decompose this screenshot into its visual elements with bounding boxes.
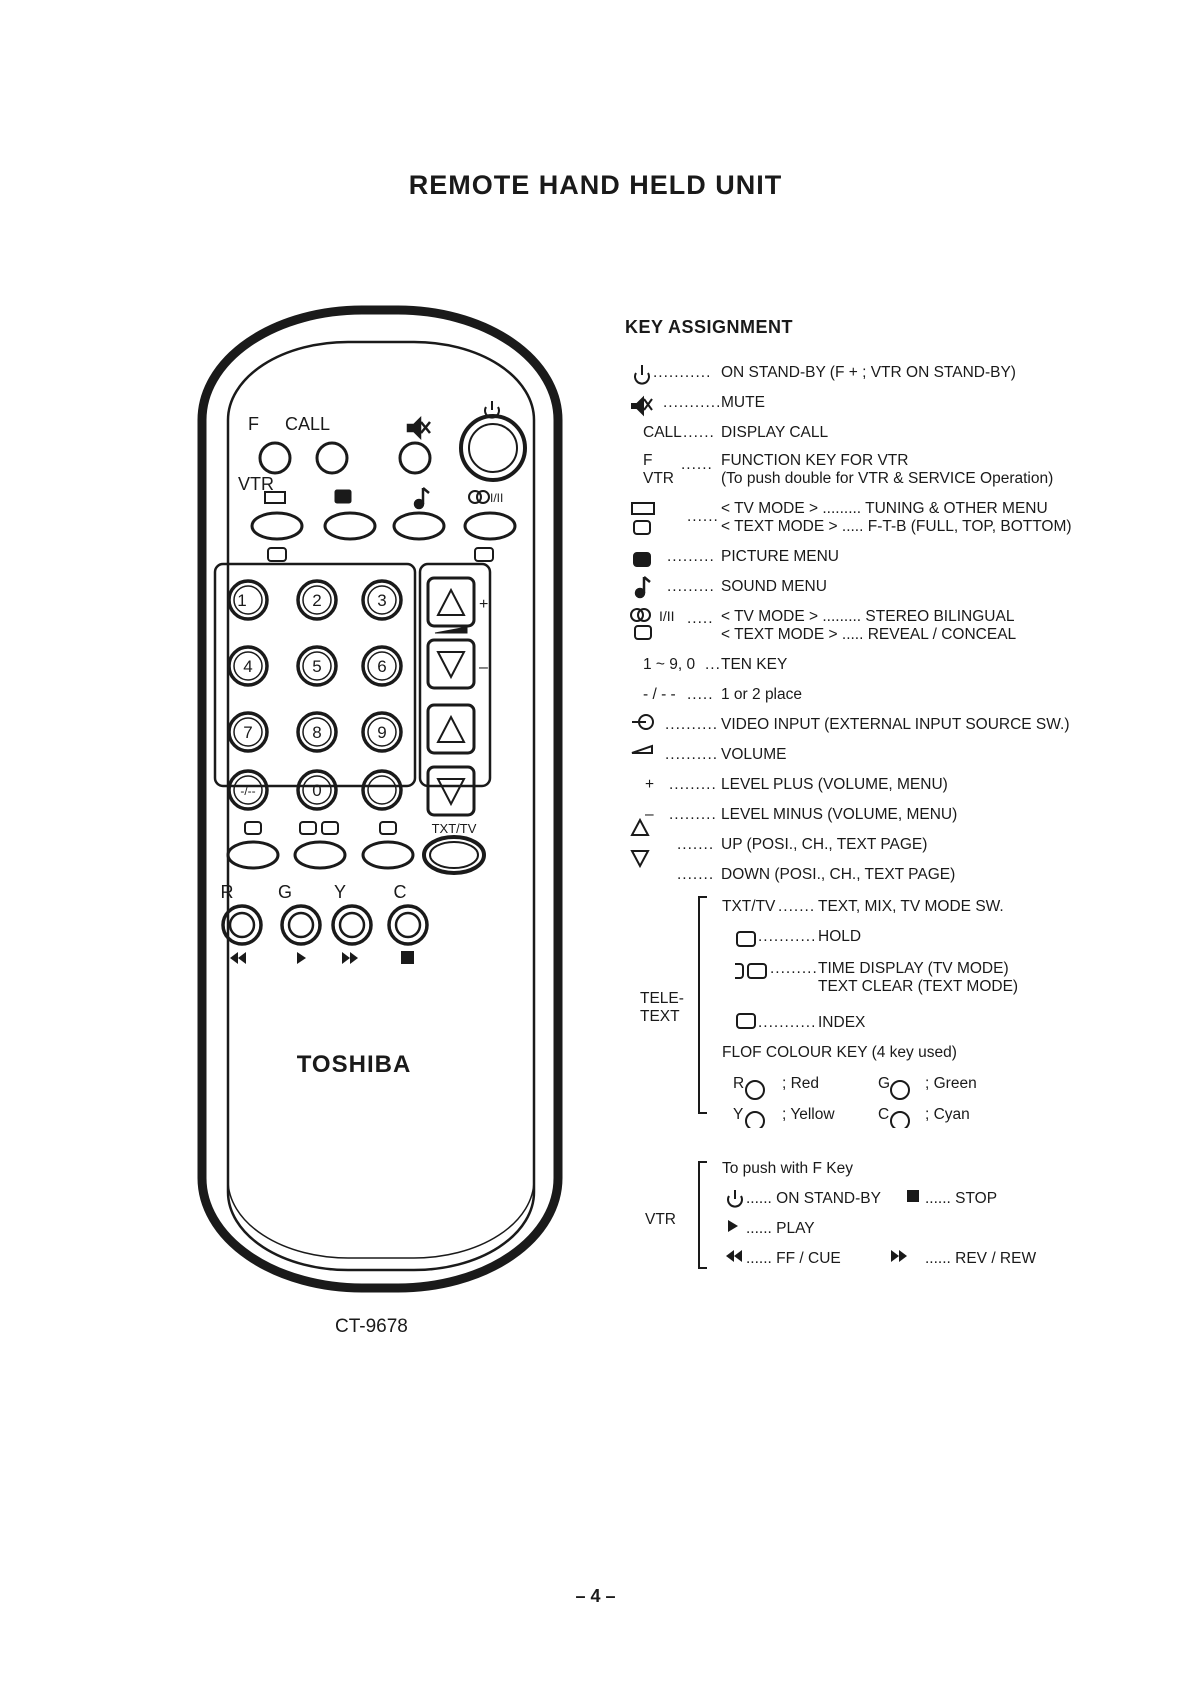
video-input-icon xyxy=(632,715,653,729)
key-sym-place: - / - - xyxy=(643,686,676,703)
down-icon xyxy=(632,851,648,866)
index-button xyxy=(228,842,278,868)
colour-key-circles xyxy=(745,1078,915,1128)
colour-name-red: ; Red xyxy=(782,1075,820,1092)
vtr-desc-standby: ...... ON STAND-BY xyxy=(746,1190,881,1207)
row-dots: .......... xyxy=(665,716,719,733)
reveal-icon xyxy=(635,626,651,639)
channel-down-button xyxy=(428,767,474,815)
vtr-button xyxy=(252,513,302,539)
mute-button xyxy=(400,443,430,473)
row-dots: ....... xyxy=(778,898,816,915)
channel-up-button xyxy=(428,705,474,753)
key-sym-minus: – xyxy=(645,806,654,823)
play-icon xyxy=(297,952,306,964)
clear-icon xyxy=(748,964,766,978)
row-dots: ........... xyxy=(653,364,712,381)
key-sym-call: CALL xyxy=(643,424,682,441)
key-desc-function: FUNCTION KEY FOR VTR xyxy=(721,452,909,469)
colour-name-cyan: ; Cyan xyxy=(925,1106,970,1123)
remote-txt-tv-label: TXT/TV xyxy=(431,821,477,836)
row-dots: ... xyxy=(705,656,721,673)
stereo-button xyxy=(465,513,515,539)
fast-forward-icon xyxy=(342,952,350,964)
model-number: CT-9678 xyxy=(335,1316,408,1337)
key-sym-f: F xyxy=(643,452,653,469)
teletext-label-1: TELE- xyxy=(640,990,684,1007)
row-dots: ........... xyxy=(758,928,817,945)
vtr-bracket xyxy=(695,1160,715,1270)
teletext-bracket xyxy=(695,895,715,1115)
teletext-label-2: TEXT xyxy=(640,1008,680,1025)
remote-label-f: F xyxy=(248,414,259,434)
picture-icon xyxy=(335,490,351,503)
key-sym-vtr: VTR xyxy=(643,470,674,487)
time-clear-button xyxy=(295,842,345,868)
stereo-icon xyxy=(469,491,489,503)
teletext-desc-time: TIME DISPLAY (TV MODE) xyxy=(818,960,1009,977)
row-dots: ....... xyxy=(677,836,715,853)
time-icon xyxy=(735,964,743,978)
yellow-key-icon xyxy=(746,1112,764,1128)
teletext-desc-clear: TEXT CLEAR (TEXT MODE) xyxy=(818,978,1019,995)
digit-1-label: 1 xyxy=(237,591,247,610)
key-desc-ten-key: TEN KEY xyxy=(721,656,788,673)
picture-button xyxy=(325,513,375,539)
page-title: REMOTE HAND HELD UNIT xyxy=(408,170,783,200)
clear-icon xyxy=(322,822,338,834)
key-desc-sound: SOUND MENU xyxy=(721,578,827,595)
digit-2-label: 2 xyxy=(312,591,322,610)
rewind-icon xyxy=(230,952,238,964)
row-dots: ......... xyxy=(667,578,715,595)
key-desc-level-plus: LEVEL PLUS (VOLUME, MENU) xyxy=(721,776,948,793)
vtr-intro: To push with F Key xyxy=(722,1160,853,1177)
hold-button xyxy=(363,842,413,868)
index-icon xyxy=(245,822,261,834)
page-number: – 4 – xyxy=(575,1586,616,1606)
sound-button xyxy=(394,513,444,539)
remote-label-ii: I/II xyxy=(490,491,504,505)
play-icon xyxy=(728,1220,738,1232)
key-desc-stereo: < TV MODE > ......... STEREO BILINGUAL xyxy=(721,608,1015,625)
colour-key-g: G xyxy=(878,1075,891,1092)
row-dots: .......... xyxy=(665,746,719,763)
f-button xyxy=(260,443,290,473)
cyan-button xyxy=(389,906,427,944)
row-dots: ...... xyxy=(683,424,715,441)
teletext-desc-index: INDEX xyxy=(818,1014,866,1031)
remote-outer-body xyxy=(202,310,558,1288)
brand-logo: TOSHIBA xyxy=(296,1051,412,1078)
colour-key-c: C xyxy=(878,1106,890,1123)
key-sym-plus: + xyxy=(645,776,655,793)
volume-icon xyxy=(632,746,652,753)
colour-key-y: Y xyxy=(733,1106,744,1123)
row-dots: ..... xyxy=(687,610,714,627)
digit-7-label: 7 xyxy=(243,723,253,742)
key-desc-place: 1 or 2 place xyxy=(721,686,802,703)
green-key-icon xyxy=(891,1081,909,1099)
fast-forward-icon xyxy=(891,1250,899,1262)
red-key-icon xyxy=(746,1081,764,1099)
key-sym-ii: I/II xyxy=(659,608,675,624)
key-desc-up: UP (POSI., CH., TEXT PAGE) xyxy=(721,836,928,853)
cyan-key-icon xyxy=(891,1112,909,1128)
mute-icon xyxy=(408,419,430,437)
key-desc-call: DISPLAY CALL xyxy=(721,424,829,441)
row-dots: ...... xyxy=(681,456,713,473)
digit-9-label: 9 xyxy=(377,723,387,742)
picture-icon xyxy=(634,553,650,566)
fbt-icon xyxy=(268,548,286,561)
row-dots: ....... xyxy=(677,866,715,883)
colour-name-yellow: ; Yellow xyxy=(782,1106,835,1123)
key-desc-text-mode: < TEXT MODE > ..... F-T-B (FULL, TOP, BOTTOM) xyxy=(721,518,1072,535)
key-assignment-heading: KEY ASSIGNMENT xyxy=(625,317,794,337)
hold-icon xyxy=(737,932,755,946)
remote-plus-label: + xyxy=(479,596,489,613)
one-two-place-label: -/-- xyxy=(240,784,256,798)
key-desc-picture: PICTURE MENU xyxy=(721,548,839,565)
remote-label-r: R xyxy=(220,882,234,902)
vtr-desc-play: ...... PLAY xyxy=(746,1220,815,1237)
remote-label-vtr: VTR xyxy=(238,474,274,494)
row-dots: ......... xyxy=(667,548,715,565)
standby-icon xyxy=(635,365,649,384)
key-desc-tv-mode: < TV MODE > ......... TUNING & OTHER MENU xyxy=(721,500,1048,517)
row-dots: ........... xyxy=(758,1014,817,1031)
vtr-desc-rev: ...... REV / REW xyxy=(925,1250,1037,1267)
key-desc-down: DOWN (POSI., CH., TEXT PAGE) xyxy=(721,866,956,883)
flof-title: FLOF COLOUR KEY (4 key used) xyxy=(722,1044,957,1061)
key-desc-mute: MUTE xyxy=(721,394,765,411)
key-desc-reveal: < TEXT MODE > ..... REVEAL / CONCEAL xyxy=(721,626,1017,643)
row-dots: ......... xyxy=(770,960,818,977)
fbt-icon xyxy=(634,521,650,534)
remote-label-c: C xyxy=(393,882,407,902)
reveal-icon xyxy=(475,548,493,561)
digit-6-label: 6 xyxy=(377,657,387,676)
tv-mode-icon xyxy=(632,503,654,514)
volume-icon xyxy=(435,627,467,633)
standby-button xyxy=(461,416,525,480)
row-dots: ........... xyxy=(663,394,722,411)
remote-label-g: G xyxy=(277,882,293,902)
digit-4-label: 4 xyxy=(243,657,253,676)
stop-icon xyxy=(907,1190,919,1202)
time-icon xyxy=(300,822,316,834)
vtr-desc-ff: ...... FF / CUE xyxy=(746,1250,841,1267)
stereo-icon xyxy=(631,609,650,621)
vtr-group-label: VTR xyxy=(645,1211,676,1228)
teletext-desc-txt-tv: TEXT, MIX, TV MODE SW. xyxy=(818,898,1004,915)
key-desc-standby: ON STAND-BY (F + ; VTR ON STAND-BY) xyxy=(721,364,1016,381)
remote-label-y: Y xyxy=(333,882,347,902)
index-icon xyxy=(737,1014,755,1028)
green-button xyxy=(282,906,320,944)
row-dots: ......... xyxy=(669,806,717,823)
vtr-desc-stop: ...... STOP xyxy=(925,1190,998,1207)
hold-icon xyxy=(380,822,396,834)
remote-illustration xyxy=(190,300,570,1300)
rewind-icon xyxy=(726,1250,734,1262)
digit-5-label: 5 xyxy=(312,657,322,676)
digit-8-label: 8 xyxy=(312,723,322,742)
key-desc-function-2: (To push double for VTR & SERVICE Operation) xyxy=(721,470,1054,487)
mute-icon xyxy=(632,398,652,414)
teletext-sym-txt-tv: TXT/TV xyxy=(722,898,776,915)
digit-0-label: 0 xyxy=(312,781,322,800)
volume-minus-button xyxy=(428,640,474,688)
teletext-desc-hold: HOLD xyxy=(818,928,862,945)
remote-minus-label: – xyxy=(479,659,488,676)
key-desc-level-minus: LEVEL MINUS (VOLUME, MENU) xyxy=(721,806,958,823)
key-desc-video-input: VIDEO INPUT (EXTERNAL INPUT SOURCE SW.) xyxy=(721,716,1070,733)
standby-icon xyxy=(728,1190,742,1207)
call-button xyxy=(317,443,347,473)
row-dots: ...... xyxy=(687,508,719,525)
volume-plus-button xyxy=(428,578,474,626)
colour-name-green: ; Green xyxy=(925,1075,977,1092)
stop-icon xyxy=(401,951,414,964)
digit-3-label: 3 xyxy=(377,591,387,610)
row-dots: ..... xyxy=(687,686,714,703)
colour-key-r: R xyxy=(733,1075,745,1092)
row-dots: ......... xyxy=(669,776,717,793)
remote-label-call: CALL xyxy=(285,414,331,434)
key-desc-volume: VOLUME xyxy=(721,746,787,763)
key-sym-ten: 1 ~ 9, 0 xyxy=(643,656,696,673)
note-icon xyxy=(636,577,650,597)
note-icon xyxy=(415,488,429,508)
yellow-button xyxy=(333,906,371,944)
